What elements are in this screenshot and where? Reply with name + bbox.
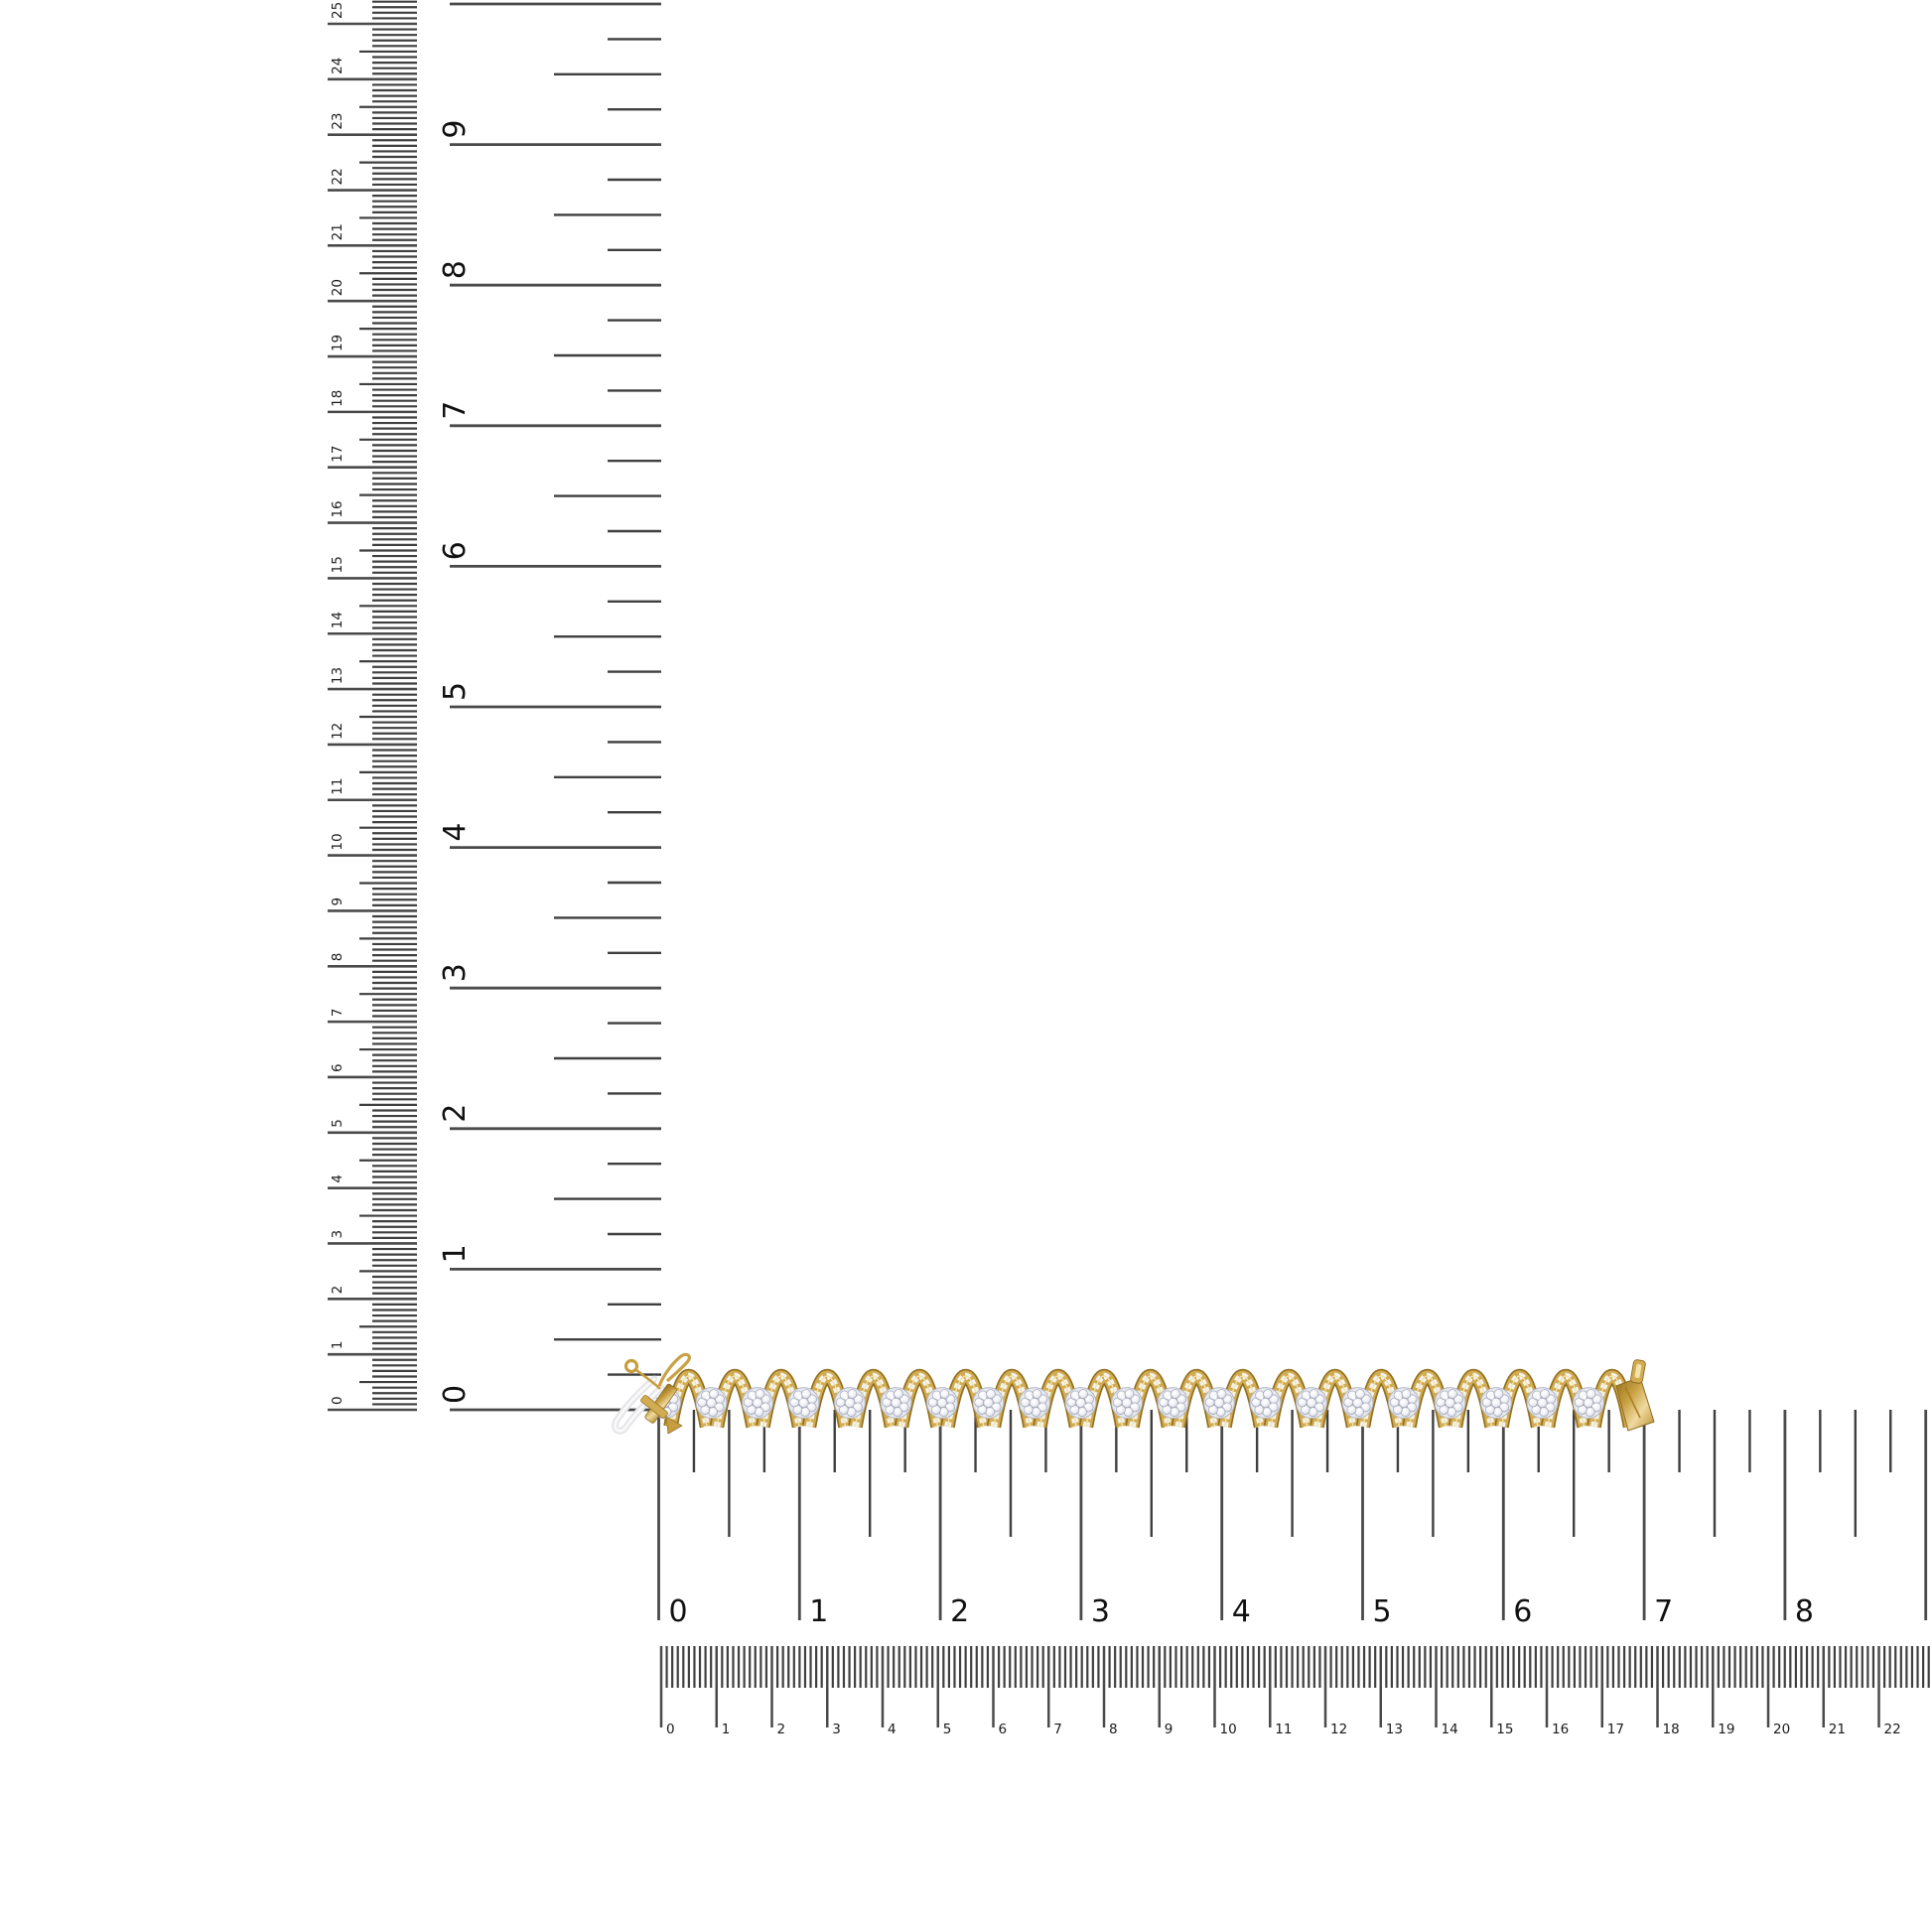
cm-tick-label: 10: [1219, 1722, 1237, 1737]
diamond-cluster: [1481, 1388, 1512, 1419]
cm-tick-label: 3: [832, 1722, 841, 1737]
diamond-cluster: [1389, 1388, 1420, 1419]
diamond-stone: [1587, 1390, 1595, 1399]
inch-tick-label: 2: [950, 1594, 970, 1629]
diamond-cluster: [1250, 1388, 1281, 1419]
cm-tick-label: 17: [1606, 1722, 1624, 1737]
diamond-stone: [1356, 1390, 1365, 1399]
inch-tick-label: 5: [438, 681, 473, 701]
cm-tick-label: 8: [1109, 1722, 1118, 1737]
inch-tick-label: 1: [809, 1594, 829, 1629]
inch-tick-label: 3: [438, 963, 473, 983]
cm-tick-label: 12: [1330, 1722, 1348, 1737]
cm-tick-label: 11: [330, 777, 345, 795]
diamond-stone: [1541, 1390, 1550, 1399]
sparkle: [899, 1405, 901, 1407]
sparkle: [1647, 1394, 1650, 1397]
cm-tick-label: 8: [330, 952, 345, 962]
vertical-cm-ruler: [328, 2, 417, 1410]
diamond-cluster: [1065, 1388, 1096, 1419]
sparkle: [1546, 1405, 1548, 1407]
inch-tick-label: 4: [1231, 1594, 1251, 1629]
horizontal-inch-ruler: [659, 1410, 1926, 1629]
sparkle: [1361, 1405, 1363, 1407]
inch-tick-label: 1: [438, 1244, 473, 1264]
cm-tick-label: 5: [330, 1119, 345, 1128]
cm-tick-label: 7: [1053, 1722, 1062, 1737]
cm-tick-label: 25: [330, 1, 345, 19]
cm-tick-label: 16: [1552, 1722, 1570, 1737]
sparkle: [1453, 1405, 1455, 1407]
diamond-stone: [1125, 1390, 1134, 1399]
sparkle: [807, 1405, 809, 1407]
diamond-cluster: [696, 1388, 727, 1419]
diamond-stone: [987, 1390, 996, 1399]
cm-tick-label: 14: [1441, 1722, 1458, 1737]
sparkle: [1592, 1405, 1594, 1407]
diamond-cluster: [835, 1388, 866, 1419]
cm-tick-label: 21: [330, 223, 345, 241]
inch-tick-label: 3: [1090, 1594, 1110, 1629]
diamond-stone: [1172, 1390, 1180, 1399]
cm-tick-label: 6: [998, 1722, 1008, 1737]
cm-tick-label: 23: [330, 112, 345, 130]
cm-tick-label: 4: [330, 1174, 345, 1183]
diamond-stone: [1494, 1390, 1503, 1399]
cm-tick-label: 24: [330, 57, 345, 74]
sparkle: [752, 1396, 755, 1399]
cm-tick-label: 3: [330, 1229, 345, 1239]
inch-tick-label: 7: [1654, 1594, 1674, 1629]
sparkle: [1029, 1396, 1032, 1399]
inch-tick-label: 8: [1794, 1594, 1814, 1629]
diamond-stone: [848, 1390, 857, 1399]
diamond-stone: [1402, 1390, 1411, 1399]
cm-tick-label: 19: [1718, 1722, 1735, 1737]
sparkle: [715, 1405, 717, 1407]
sparkle: [983, 1396, 986, 1399]
inch-tick-label: 8: [438, 260, 473, 280]
cm-tick-label: 0: [666, 1722, 675, 1737]
sparkle: [1315, 1405, 1317, 1407]
diamond-cluster: [927, 1388, 958, 1419]
cm-tick-label: 2: [776, 1722, 786, 1737]
cm-tick-label: 22: [330, 168, 345, 186]
inch-tick-label: 9: [438, 119, 473, 139]
cm-tick-label: 16: [330, 500, 345, 518]
sparkle: [992, 1405, 994, 1407]
cm-tick-label: 15: [1496, 1722, 1514, 1737]
cm-tick-label: 21: [1828, 1722, 1846, 1737]
sparkle: [1398, 1396, 1401, 1399]
diamond-stone: [895, 1390, 903, 1399]
diamond-stone: [1033, 1390, 1041, 1399]
cm-tick-label: 15: [330, 556, 345, 574]
sparkle: [1038, 1405, 1040, 1407]
inch-tick-label: 0: [438, 1384, 473, 1404]
sparkle: [1168, 1396, 1171, 1399]
sparkle: [946, 1405, 948, 1407]
cm-tick-label: 1: [721, 1722, 731, 1737]
sparkle: [1223, 1405, 1225, 1407]
sparkle: [936, 1396, 939, 1399]
cm-tick-label: 19: [330, 334, 345, 352]
inch-tick-label: 0: [668, 1594, 688, 1629]
sparkle: [669, 1405, 671, 1407]
horizontal-cm-ruler: [661, 1646, 1929, 1737]
cm-tick-label: 12: [330, 722, 345, 740]
sparkle: [1084, 1405, 1086, 1407]
diamond-stone: [802, 1390, 811, 1399]
inch-tick-label: 6: [438, 541, 473, 561]
sparkle: [1176, 1405, 1178, 1407]
sparkle: [1075, 1396, 1078, 1399]
sparkle: [1537, 1396, 1540, 1399]
diamond-stone: [756, 1390, 764, 1399]
sparkle: [854, 1405, 856, 1407]
cm-tick-label: 5: [942, 1722, 952, 1737]
sparkle: [1131, 1405, 1133, 1407]
sparkle: [1583, 1396, 1586, 1399]
sparkle: [891, 1396, 894, 1399]
sparkle: [844, 1396, 847, 1399]
sparkle: [798, 1396, 801, 1399]
diamond-cluster: [1435, 1388, 1465, 1419]
inch-tick-label: 7: [438, 400, 473, 420]
cm-tick-label: 0: [330, 1396, 345, 1405]
diamond-cluster: [1112, 1388, 1143, 1419]
inch-tick-label: 2: [438, 1103, 473, 1123]
inch-tick-label: 6: [1513, 1594, 1533, 1629]
diamond-stone: [1079, 1390, 1088, 1399]
cm-tick-label: 20: [1773, 1722, 1791, 1737]
sparkle: [706, 1396, 709, 1399]
inch-tick-label: 4: [438, 822, 473, 842]
diamond-clusters: [650, 1388, 1604, 1419]
safety-ring: [626, 1361, 637, 1372]
cm-tick-label: 7: [330, 1008, 345, 1018]
diamond-cluster: [1158, 1388, 1188, 1419]
sparkle: [1500, 1405, 1502, 1407]
sparkle: [1408, 1405, 1410, 1407]
cm-tick-label: 1: [330, 1340, 345, 1350]
diamond-stone: [1264, 1390, 1273, 1399]
sparkle: [1269, 1405, 1271, 1407]
cm-tick-label: 9: [330, 897, 345, 906]
cm-tick-label: 10: [330, 833, 345, 851]
cm-tick-label: 13: [1385, 1722, 1403, 1737]
inch-tick-label: 5: [1372, 1594, 1392, 1629]
diamond-stone: [1217, 1390, 1226, 1399]
cm-tick-label: 4: [888, 1722, 897, 1737]
cm-tick-label: 6: [330, 1063, 345, 1072]
clasp-box: [1616, 1377, 1654, 1431]
cm-tick-label: 17: [330, 445, 345, 463]
cm-tick-label: 22: [1883, 1722, 1901, 1737]
diamond-stone: [1310, 1390, 1318, 1399]
sparkle: [1352, 1396, 1355, 1399]
sparkle: [1213, 1396, 1216, 1399]
vertical-inch-ruler: [438, 4, 661, 1410]
diamond-stone: [1449, 1390, 1457, 1399]
sparkle: [1490, 1396, 1493, 1399]
sparkle: [1121, 1396, 1124, 1399]
diamond-cluster: [1297, 1388, 1327, 1419]
sparkle: [1445, 1396, 1448, 1399]
sparkle: [632, 1363, 635, 1366]
diamond-cluster: [743, 1388, 773, 1419]
sparkle: [1306, 1396, 1309, 1399]
diamond-cluster: [973, 1388, 1004, 1419]
diamond-cluster: [788, 1388, 819, 1419]
cm-tick-label: 11: [1275, 1722, 1293, 1737]
cm-tick-label: 18: [1662, 1722, 1680, 1737]
diamond-cluster: [881, 1388, 911, 1419]
diamond-stone: [940, 1390, 949, 1399]
cm-tick-label: 14: [330, 612, 345, 629]
cm-tick-label: 13: [330, 666, 345, 685]
diamond-cluster: [1204, 1388, 1235, 1419]
diamond-cluster: [1527, 1388, 1558, 1419]
diamond-cluster: [1020, 1388, 1050, 1419]
sparkle: [1260, 1396, 1263, 1399]
cm-tick-label: 2: [330, 1285, 345, 1295]
cm-tick-label: 9: [1164, 1722, 1173, 1737]
cm-tick-label: 18: [330, 389, 345, 407]
diamond-cluster: [1574, 1388, 1604, 1419]
diamond-cluster: [1342, 1388, 1373, 1419]
diamond-bracelet-photo: [616, 1354, 1654, 1434]
sparkle: [761, 1405, 763, 1407]
cm-tick-label: 20: [330, 279, 345, 297]
diamond-stone: [710, 1390, 719, 1399]
